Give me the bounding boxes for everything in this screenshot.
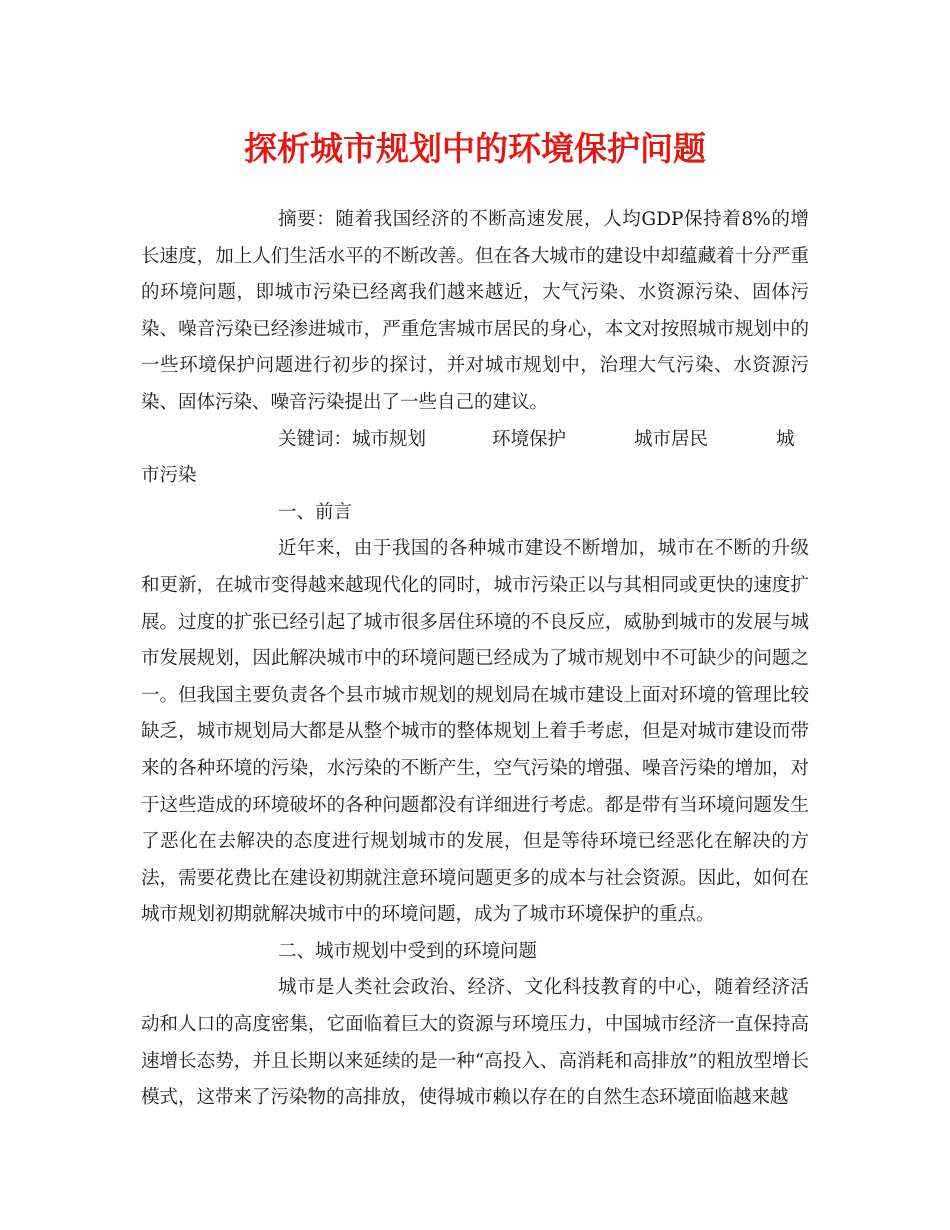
keyword-3: 城市居民 xyxy=(634,428,709,450)
section-1-paragraph: 近年来，由于我国的各种城市建设不断增加，城市在不断的升级和更新，在城市变得越来越现代化的同时，城市污染正以与其相同或更快的速度扩展。过度的扩张已经引起了城市很多居住环境的不良反应，威胁到城市的发展与城市发展规划，因此解决城市中的环境问题已经成为了城市规划中不可缺少的问题之一。但我国主要负责各个县市城市规划的规划局在城市建设上面对环境的管理比较缺乏，城市规划局大都是从整个城市的整体规划上着手考虑，但是对城市建设而带来的各种环境的污染，水污染的不断产生，空气污染的增强、噪音污染的增加，对于这些造成的环境破坏的各种问题都没有详细进行考虑。都是带有当环境问题发生了恶化在去解决的态度进行规划城市的发展，但是等待环境已经恶化在解决的方法，需要花费比在建设初期就注意环境问题更多的成本与社会资源。因此，如何在城市规划初期就解决城市中的环境问题，成为了城市环境保护的重点。 xyxy=(141,538,809,926)
keyword-4: 城市污染 xyxy=(141,428,795,487)
document-body xyxy=(141,202,809,1117)
section-2-heading: 二、城市规划中受到的环境问题 xyxy=(278,940,538,962)
abstract-paragraph: 摘要：随着我国经济的不断高速发展，人均GDP保持着8%的增长速度，加上人们生活水平的不断改善。但在各大城市的建设中却蕴藏着十分严重的环境问题，即城市污染已经离我们越来越近，大气污染、水资源污染、固体污染、噪音污染已经渗进城市，严重危害城市居民的身心，本文对按照城市规划中的一些环境保护问题进行初步的探讨，并对城市规划中，治理大气污染、水资源污染、固体污染、噪音污染提出了一些自己的建议。 xyxy=(141,209,809,413)
section-2-paragraph: 城市是人类社会政治、经济、文化科技教育的中心，随着经济活动和人口的高度密集，它面临着巨大的资源与环境压力，中国城市经济一直保持高速增长态势，并且长期以来延续的是一种“高投入、高消耗和高排放”的粗放型增长模式，这带来了污染物的高排放，使得城市赖以存在的自然生态环境面临越来越 xyxy=(141,977,809,1109)
keywords-line xyxy=(141,422,809,495)
keyword-2: 环境保护 xyxy=(492,428,567,450)
keywords-label: 关键词：城市规划 xyxy=(278,428,427,450)
section-1-heading: 一、前言 xyxy=(278,501,353,523)
document-title: 探析城市规划中的环境保护问题 xyxy=(244,129,706,168)
